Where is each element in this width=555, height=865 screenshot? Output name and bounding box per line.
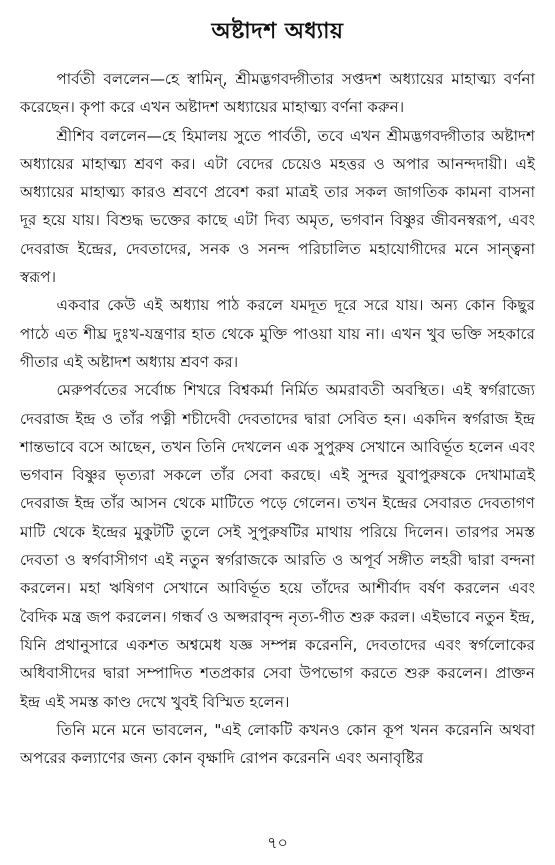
paragraph: পার্বতী বললেন—হে স্বামিন্, শ্রীমদ্ভগবদ্গীতার সপ্তদশ অধ্যায়ের মাহাত্ম্য বর্ণনা করেছেন। কৃপা করে এখন অষ্টাদশ অধ্যায়ের মাহাত্ম্য বর্ণনা করুন। <box>20 70 535 117</box>
chapter-title: অষ্টাদশ অধ্যায় <box>211 19 344 44</box>
page-number: ৭০ <box>267 833 288 852</box>
paragraph: শ্রীশিব বললেন—হে হিমালয় সুতে পার্বতী, তবে এখন শ্রীমদ্ভগবদ্গীতার অষ্টাদশ অধ্যায়ের মাহাত্ম্য শ্রবণ কর। এটা বেদের চেয়েও মহত্তর ও অপার আনন্দদায়ী। এই অধ্যায়ের মাহাত্ম্য কারও শ্রবণে প্রবেশ করা মাত্রই তার সকল জাগতিক কামনা বাসনা দূর হয়ে যায়। বিশুদ্ধ ভক্তের কাছে এটা দিব্য অমৃত, ভগবান বিষ্ণুর জীবনস্বরূপ, এবং দেবরাজ ইন্দ্রের, দেবতাদের, সনক ও সনন্দ পরিচালিত মহাযোগীদের মনে সান্ত্বনা স্বরূপ। <box>20 126 535 287</box>
paragraph: তিনি মনে মনে ভাবলেন, "এই লোকটি কখনও কোন কূপ খনন করেননি অথবা অপরের কল্যাণের জন্য কোন বৃক্ষাদি রোপন করেননি এবং অনাবৃষ্টির <box>20 720 535 768</box>
paragraph: মেরুপর্বতের সর্বোচ্চ শিখরে বিশ্বকর্মা নির্মিত অমরাবতী অবস্থিত। এই স্বর্গরাজ্যে দেবরাজ ইন্দ্র ও তাঁর পত্নী শচীদেবী দেবতাদের দ্বারা সেবিত হন। একদিন স্বর্গরাজ ইন্দ্র শান্তভাবে বসে আছেন, তখন তিনি দেখলেন এক সুপুরুষ সেখানে আবির্ভূত হলেন এবং ভগবান বিষ্ণুর ভৃত্যরা সকলে তাঁর সেবা করছে। এই সুন্দর যুবাপুরুষকে দেখামাত্রই দেবরাজ ইন্দ্র তাঁর আসন থেকে মাটিতে পড়ে গেলেন। তখন ইন্দ্রের সেবারত দেবতাগণ মাটি থেকে ইন্দ্রের মুকুটটি তুলে সেই সুপুরুষটির মাথায় পরিয়ে দিলেন। তারপর সমস্ত দেবতা ও স্বর্গবাসীগণ এই নতুন স্বর্গরাজকে আরতি ও অপূর্ব সঙ্গীত লহরী দ্বারা বন্দনা করলেন। মহা ঋষিগণ সেখানে আবির্ভূত হয়ে তাঁদের আশীর্বাদ বর্ষণ করলেন এবং বৈদিক মন্ত্র জপ করলেন। গন্ধর্ব ও অপ্সরাবৃন্দ নৃত্য-গীত শুরু করল। এইভাবে নতুন ইন্দ্র, যিনি প্রথানুসারে একশত অশ্বমেধ যজ্ঞ সম্পন্ন করেননি, দেবতাদের এবং স্বর্গলোকের অধিবাসীদের দ্বারা সম্পাদিত শতপ্রকার সেবা উপভোগ করতে শুরু করলেন। প্রাক্তন ইন্দ্র এই সমস্ত কাণ্ড দেখে খুবই বিস্মিত হলেন। <box>20 381 535 711</box>
paragraph: একবার কেউ এই অধ্যায় পাঠ করলে যমদূত দূরে সরে যায়। অন্য কোন কিছুর পাঠে এত শীঘ্র দুঃখ-যন্ত্রণার হাত থেকে মুক্তি পাওয়া যায় না। এখন খুব ভক্তি সহকারে গীতার এই অষ্টাদশ অধ্যায় শ্রবণ কর। <box>20 296 535 371</box>
